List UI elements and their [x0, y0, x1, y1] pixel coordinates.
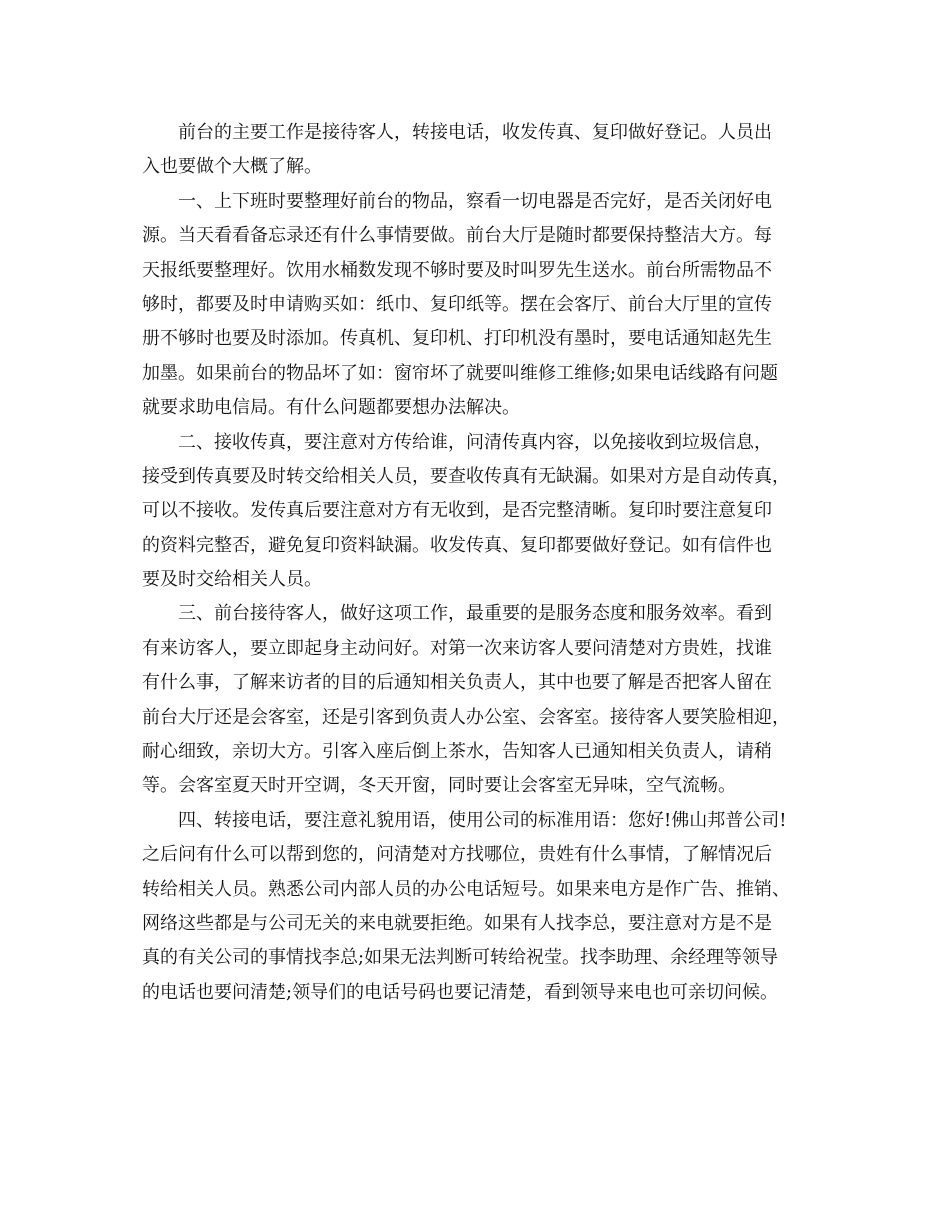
paragraph-2-line-4: 的资料完整否，避免复印资料缺漏。收发传真、复印都要做好登记。如有信件也 — [142, 534, 772, 556]
paragraph-1-line-6: 加墨。如果前台的物品坏了如：窗帘坏了就要叫维修工维修;如果电话线路有问题 — [142, 362, 779, 384]
paragraph-1-line-4: 够时，都要及时申请购买如：纸巾、复印纸等。摆在会客厅、前台大厅里的宣传 — [142, 293, 772, 315]
paragraph-3-line-2: 有来访客人，要立即起身主动问好。对第一次来访客人要问清楚对方贵姓，找谁 — [142, 637, 772, 659]
paragraph-1-line-7: 就要求助电信局。有什么问题都要想办法解决。 — [142, 397, 520, 419]
paragraph-4-line-5: 真的有关公司的事情找李总;如果无法判断可转给祝莹。找李助理、余经理等领导 — [142, 947, 779, 969]
paragraph-4-line-4: 网络这些都是与公司无关的来电就要拒绝。如果有人找李总，要注意对方是不是 — [142, 912, 772, 934]
paragraph-2-line-5: 要及时交给相关人员。 — [142, 569, 322, 591]
paragraph-4-line-2: 之后问有什么可以帮到您的，问清楚对方找哪位，贵姓有什么事情，了解情况后 — [142, 844, 772, 866]
paragraph-3-line-4: 前台大厅还是会客室，还是引客到负责人办公室、会客室。接待客人要笑脸相迎， — [142, 706, 790, 728]
paragraph-4-line-6: 的电话也要问清楚;领导们的电话号码也要记清楚，看到领导来电也可亲切问候。 — [142, 981, 779, 1003]
paragraph-1-line-2: 源。当天看看备忘录还有什么事情要做。前台大厅是随时都要保持整洁大方。每 — [142, 225, 772, 247]
paragraph-3-line-5: 耐心细致，亲切大方。引客入座后倒上茶水，告知客人已通知相关负责人，请稍 — [142, 741, 772, 763]
paragraph-3-line-1: 三、前台接待客人，做好这项工作，最重要的是服务态度和服务效率。看到 — [178, 603, 772, 625]
paragraph-4-line-3: 转给相关人员。熟悉公司内部人员的办公电话短号。如果来电方是作广告、推销、 — [142, 878, 790, 900]
paragraph-2-line-2: 接受到传真要及时转交给相关人员，要查收传真有无缺漏。如果对方是自动传真， — [142, 465, 790, 487]
paragraph-3-line-6: 等。会客室夏天时开空调，冬天开窗，同时要让会客室无异味，空气流畅。 — [142, 775, 736, 797]
paragraph-4-line-1: 四、转接电话，要注意礼貌用语，使用公司的标准用语：您好!佛山邦普公司! — [178, 809, 787, 831]
document-body — [142, 116, 822, 1010]
paragraph-1-line-3: 天报纸要整理好。饮用水桶数发现不够时要及时叫罗先生送水。前台所需物品不 — [142, 259, 772, 281]
paragraph-1-line-5: 册不够时也要及时添加。传真机、复印机、打印机没有墨时，要电话通知赵先生 — [142, 328, 772, 350]
paragraph-intro-line-2: 入也要做个大概了解。 — [142, 156, 322, 178]
paragraph-intro-line-1: 前台的主要工作是接待客人，转接电话，收发传真、复印做好登记。人员出 — [178, 122, 772, 143]
paragraph-2-line-3: 可以不接收。发传真后要注意对方有无收到，是否完整清晰。复印时要注意复印 — [142, 500, 772, 522]
paragraph-1-line-1: 一、上下班时要整理好前台的物品，察看一切电器是否完好，是否关闭好电 — [178, 190, 772, 212]
paragraph-2-line-1: 二、接收传真，要注意对方传给谁，问清传真内容，以免接收到垃圾信息， — [178, 431, 772, 453]
paragraph-3-line-3: 有什么事，了解来访者的目的后通知相关负责人，其中也要了解是否把客人留在 — [142, 672, 772, 694]
